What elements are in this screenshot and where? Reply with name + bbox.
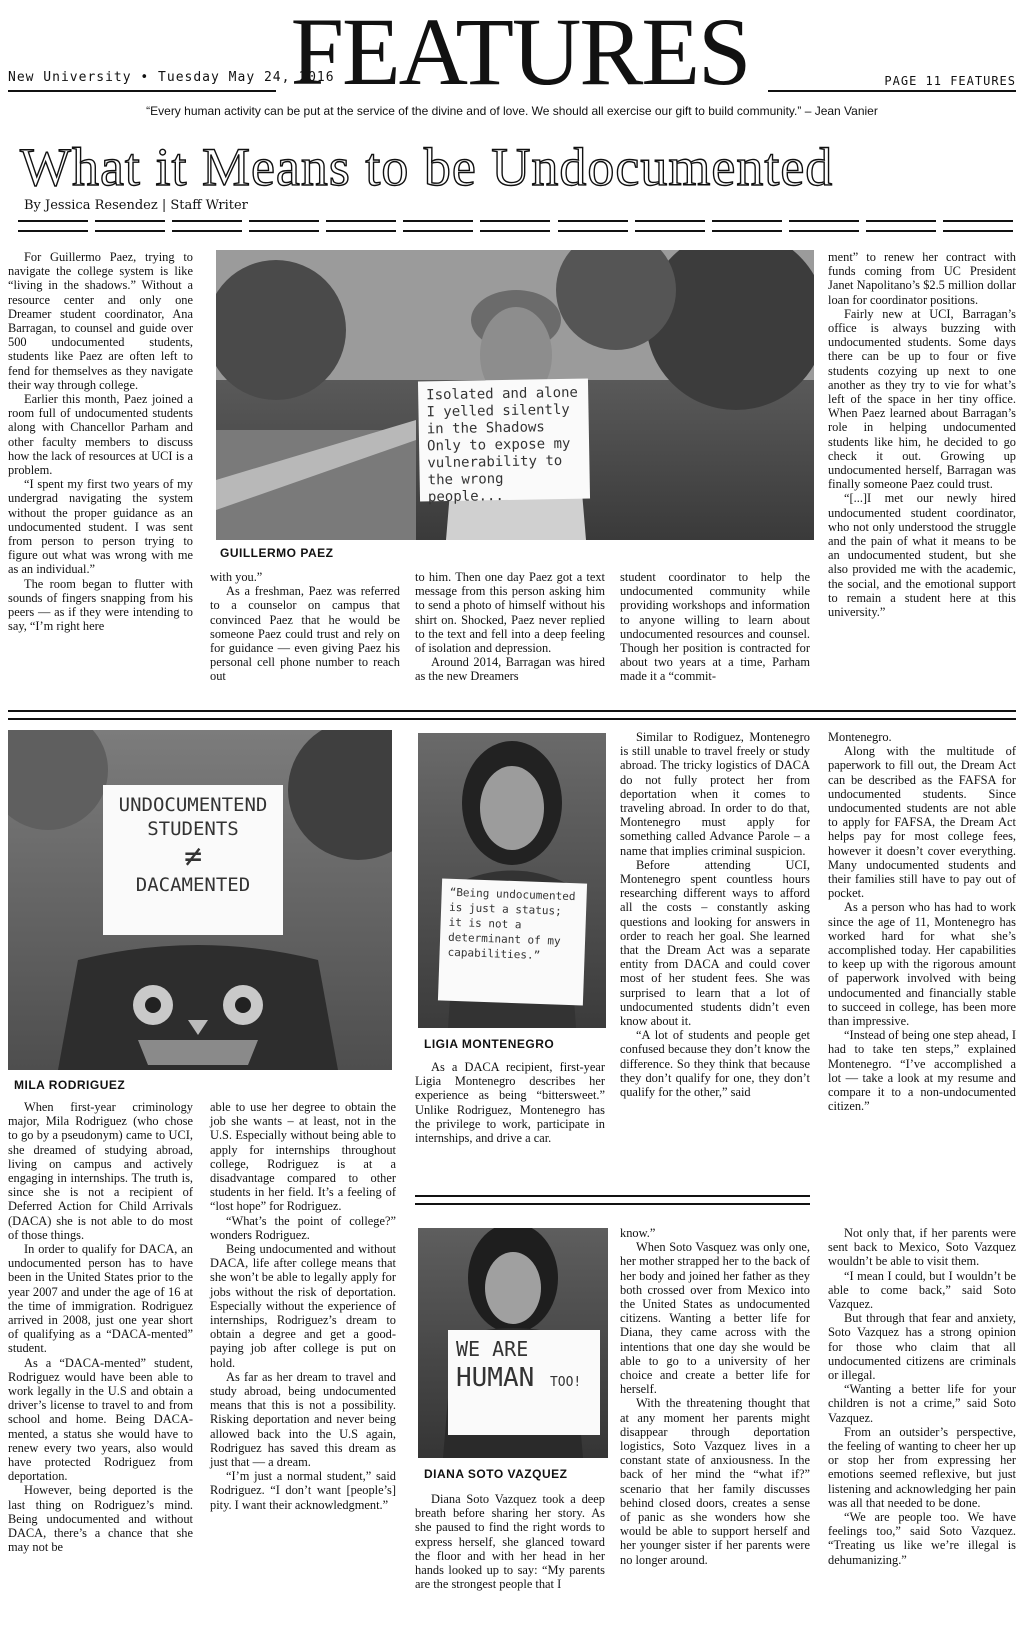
paragraph: Not only that, if her parents were sent back to Mexico, Soto Vazquez wouldn’t be able to visit them. (828, 1226, 1016, 1269)
paragraph: As a DACA recipient, first-year Ligia Montenegro describes her experience as being “bittersweet.” Unlike Rodriguez, Montenegro has the privilege to work, participate in internships, and drive a car. (415, 1060, 605, 1146)
paragraph: student coordinator to help the undocumented community while providing workshops and information to anyone willing to learn about undocumented resources and counsel. Though her position is contracted for about two years at a time, Parham made it a “commit- (620, 570, 810, 684)
paragraph: with you.” (210, 570, 263, 584)
section-divider (8, 710, 1016, 720)
section2-column-5 (828, 730, 1016, 1113)
paragraph: When first-year criminology major, Mila Rodriguez (who chose to go by a pseudonym) came to UCI, she dreamed of studying abroad, living on campus and actively engaging in internships. The truth is, since she is not a recipient of Deferred Action for Child Arrivals (DACA) she is not able to do most of those things. (8, 1100, 193, 1242)
paragraph: “[...]I met our newly hired undocumented student coordinator, who not only understood the struggle and the pain of what it means to be an undocumented student, but she also provided me with the academic, the social, and the emotional support to remain a student here at this university.” (828, 491, 1016, 620)
paragraph: know.” (620, 1226, 656, 1240)
photo-caption: LIGIA MONTENEGRO (424, 1037, 555, 1051)
paragraph: “I spent my first two years of my undergrad navigating the system without the proper guidance as an undocumented student. I was sent from person to person trying to figure out what was wrong with me as an individual.” (8, 477, 193, 577)
paragraph: Earlier this month, Paez joined a room full of undocumented students along with Chancellor Parham and other faculty members to discuss how the lack of resources at UCI is a problem. (8, 392, 193, 478)
section2-column-3 (415, 1060, 605, 1145)
paragraph: In order to qualify for DACA, an undocumented person has to have been in the United States prior to the year 2007 and under the age of 16 at the time of immigration. Rodriguez arrived in 2008, just one year short of qualifying as a “DACA-mented” student. (8, 1242, 193, 1356)
paragraph: able to use her degree to obtain the job she wants – at least, not in the U.S. Especially without being able to apply for internships throughout college, Rodriguez is at a disadvantage compared to other students in her field. It’s a feeling of “lost hope” for Rodriguez. (210, 1100, 396, 1214)
protest-sign: Isolated and alone I yelled silently in the Shadows Only to expose my vulnerability to the wrong people... (418, 379, 590, 502)
byline: By Jessica Resendez | Staff Writer (24, 198, 248, 213)
masthead-rule-right (768, 90, 1016, 92)
paragraph: “We are people too. We have feelings too,” said Soto Vazquez. “Treating us like we’re illegal is dehumanizing.” (828, 1510, 1016, 1567)
masthead (0, 0, 1024, 120)
sign-line: WE ARE (456, 1337, 529, 1361)
paragraph: The room began to flutter with sounds of fingers snapping from his peers — as if they were intending to say, “I’m right here (8, 576, 193, 634)
protest-sign (448, 1330, 600, 1435)
section1-column-3 (415, 570, 605, 684)
section-quote: “Every human activity can be put at the service of the divine and of love. We should all exercise our gift to build community.” – Jean Vanier (146, 104, 878, 118)
sign-line: DACAMENTED (135, 874, 251, 896)
photo-diana-soto-vazquez (418, 1228, 608, 1458)
photo-caption: DIANA SOTO VAZQUEZ (424, 1467, 568, 1481)
paragraph: As a freshman, Paez was referred to a counselor on campus that convinced Paez that he would be someone Paez could trust and rely on for guidance — even giving Paez his personal cell phone number to reach out (210, 584, 400, 684)
section2-column-4 (620, 730, 810, 1099)
paragraph: Around 2014, Barragan was hired as the new Dreamers (415, 655, 605, 684)
sign-line (456, 1362, 592, 1399)
section1-column-1 (8, 250, 193, 633)
paragraph: “Wanting a better life for your children is not a crime,” said Soto Vazquez. (828, 1382, 1016, 1425)
section1-column-5 (828, 250, 1016, 619)
section3-column-3 (415, 1492, 605, 1591)
section1-column-2 (210, 570, 400, 684)
paragraph: “Instead of being one step ahead, I had to take ten steps,” explained Montenegro. “I’ve accomplished a lot — take a look at my resume and compare it to a non-undocumented citizen.” (828, 1028, 1016, 1114)
masthead-rule-left (8, 90, 276, 92)
paragraph: As a person who has had to work since the age of 11, Montenegro has worked hard for what she’s accomplished today. Her capabilities to keep up with the rigorous amount of paperwork involved with being undocumented and financially stable to succeed in college, has been more than impressive. (828, 900, 1016, 1029)
photo-ligia-montenegro (418, 733, 606, 1028)
section3-column-5 (828, 1226, 1016, 1567)
paragraph: From an outsider’s perspective, the feeling of wanting to cheer her up or stop her from expressing her emotions seemed reflexive, but just listening and acknowledging her pain was all that needed to be done. (828, 1424, 1016, 1510)
paragraph: However, being deported is the last thing on Rodriguez’s mind. Being undocumented and without DACA, there’s a chance that she may not be (8, 1483, 193, 1555)
article-headline: What it Means to be Undocumented (20, 137, 834, 197)
paragraph: ment” to renew her contract with funds coming from UC President Janet Napolitano’s $2.5 million dollar loan for coordinator positions. (828, 250, 1016, 307)
paragraph: Fairly new at UCI, Barragan’s office is always buzzing with undocumented students. Some days there can be up to four or five students cozying up next to one another as they try to vie for what’s left of the space in her tiny office. When Paez learned about Barragan’s role in helping undocumented students like him, he decided to go check it out. Growing up undocumented herself, Barragan was finally someone Paez could trust. (828, 306, 1016, 492)
section3-column-4 (620, 1226, 810, 1567)
sign-word: HUMAN (456, 1363, 535, 1393)
paragraph: Being undocumented and without DACA, life after college means that she won’t be able to legally apply for jobs without the risk of deportation. Especially without the experience of internships, Rodriguez’s dream to obtain a degree and get a good-paying job after college is put on hold. (210, 1242, 396, 1370)
decorative-dash-rule (18, 220, 1013, 232)
paragraph: With the threatening thought that at any moment her parents might disappear through deportation logistics, Soto Vazquez lives in a constant state of anxiousness. In the back of her mind the “what if?” scenario that her family discusses behind closed doors, creates a sense of panic as she wonders how she would be able to support herself and her younger sister if her parents were no longer around. (620, 1396, 810, 1567)
paragraph: “I mean I could, but I wouldn’t be able to come back,” said Soto Vazquez. (828, 1268, 1016, 1312)
section-title: FEATURES (290, 0, 750, 105)
paragraph: Similar to Rodiguez, Montenegro is still unable to travel freely or study abroad. The tricky logistics of DACA do not fully protect her from deportation when it comes to traveling abroad. In order to do that, Montenegro must apply for something called Advance Parole – a name that implies criminal suspicion. (620, 730, 810, 858)
paragraph: Montenegro. (828, 730, 892, 744)
section1-column-4 (620, 570, 810, 684)
photo-caption: GUILLERMO PAEZ (220, 546, 334, 560)
paragraph: to him. Then one day Paez got a text message from this person asking him to send a photo of himself without his shirt on. Shocked, Paez never replied to the text and fell into a deep feeling of isolation and depression. (415, 570, 605, 656)
paragraph: Before attending UCI, Montenegro spent countless hours researching different ways to afford all the costs – constantly asking questions and looking for answers in order to reach her goal. She learned that the Dream Act was a separate entity from DACA and could cover most of her student fees. She was surprised to learn that a lot of undocumented students didn’t even know about it. (620, 857, 810, 1029)
paper-date: New University • Tuesday May 24, 2016 (8, 70, 335, 85)
page-label: PAGE 11 FEATURES (884, 74, 1016, 88)
paragraph: For Guillermo Paez, trying to navigate the college system is like “living in the shadows.” Without a resource center and only one Dreamer student coordinator, Ana Barragan, to counsel and guide over 500 undocumented students, students like Paez are often left to fend for themselves as they navigate their way through college. (8, 250, 193, 392)
paragraph: Along with the multitude of paperwork to fill out, the Dream Act can be described as the FAFSA for undocumented students. Since undocumented students are not able to apply for FAFSA, the Dream Act helps pay for most college fees, however it doesn’t cover everything. Many undocumented students and their families still have to pay out of pocket. (828, 744, 1016, 901)
protest-sign: “Being undocumented is just a status; it is not a determinant of my capabilities.” (438, 879, 587, 1006)
paragraph: “What’s the point of college?” wonders Rodriguez. (210, 1213, 396, 1242)
sign-symbol: ≠ (183, 839, 203, 874)
photo-guillermo-paez (216, 250, 814, 540)
sign-word: TOO! (549, 1375, 582, 1390)
section-divider (415, 1195, 810, 1205)
paragraph: “A lot of students and people get confused because they don’t know the difference. So they think that because they don’t qualify for one, they don’t qualify for the other,” said (620, 1028, 810, 1100)
section2-column-2 (210, 1100, 396, 1512)
section2-column-1 (8, 1100, 193, 1555)
sign-line: UNDOCUMENTEND STUDENTS (118, 794, 268, 840)
paragraph: Diana Soto Vazquez took a deep breath before sharing her story. As she paused to find the right words to express herself, she glanced toward the floor and with her head in her hands looked up to say: “My parents are the strongest people that I (415, 1492, 605, 1592)
photo-mila-rodriguez (8, 730, 392, 1070)
paragraph: But through that fear and anxiety, Soto Vazquez has a strong opinion for those who claim that all undocumented citizens are criminals or illegal. (828, 1311, 1016, 1383)
protest-sign (103, 785, 283, 935)
paragraph: When Soto Vasquez was only one, her mother strapped her to the back of her body and joined her father as they both crossed over from Mexico into the United States as undocumented citizens. Wanting a better life for Diana, they came across with the intentions that one day she would be able to go to a university of her choice and create a better life for herself. (620, 1240, 810, 1397)
paragraph: “I’m just a normal student,” said Rodriguez. “I don’t want [people’s] pity. I want their acknowledgment.” (210, 1469, 396, 1512)
paragraph: As a “DACA-mented” student, Rodriguez would have been able to work legally in the U.S and obtain a driver’s license to travel to and from school and home. Being DACA-mented, a status she would have to renew every two years, also would have protected Rodriguez from deportation. (8, 1355, 193, 1484)
paragraph: As far as her dream to travel and study abroad, being undocumented means that this is not a possibility. Risking deportation and never being allowed back into the U.S again, Rodriguez has saved this dream as just that — a dream. (210, 1369, 396, 1470)
photo-caption: MILA RODRIGUEZ (14, 1078, 126, 1092)
